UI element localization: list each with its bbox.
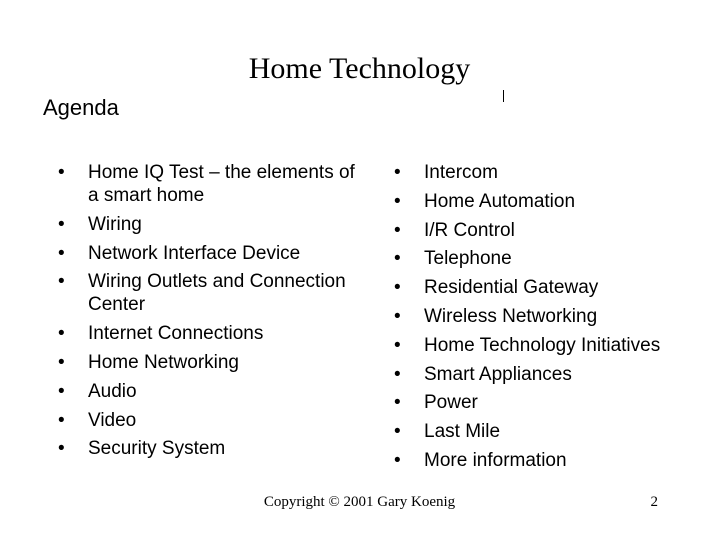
list-item-label: Home Automation bbox=[424, 190, 576, 212]
list-item-label: Wireless Networking bbox=[424, 305, 598, 327]
bullet-icon: • bbox=[394, 449, 401, 471]
bullet-icon: • bbox=[58, 242, 65, 264]
list-item-label: Last Mile bbox=[424, 421, 501, 443]
bullet-icon: • bbox=[58, 162, 65, 183]
list-item-label: Smart Appliances bbox=[424, 363, 572, 385]
list-item-label: Security System bbox=[88, 438, 226, 460]
bullet-icon: • bbox=[58, 409, 65, 431]
list-item-label: Intercom bbox=[424, 162, 498, 183]
bullet-icon: • bbox=[394, 219, 401, 241]
list-item bbox=[58, 161, 358, 207]
list-item bbox=[394, 334, 714, 357]
list-item bbox=[58, 409, 358, 432]
list-item bbox=[394, 161, 714, 184]
list-item bbox=[58, 270, 358, 316]
bullet-icon: • bbox=[58, 380, 65, 402]
list-item bbox=[394, 391, 714, 414]
list-item-label: Home Networking bbox=[88, 351, 239, 373]
list-item bbox=[394, 219, 714, 242]
list-item bbox=[394, 449, 714, 472]
bullet-icon: • bbox=[58, 351, 65, 373]
list-item bbox=[58, 351, 358, 374]
list-item bbox=[394, 247, 714, 270]
list-item-label: Home Technology Initiatives bbox=[424, 334, 661, 356]
list-item bbox=[394, 420, 714, 443]
bullet-icon: • bbox=[394, 277, 401, 299]
bullet-icon: • bbox=[394, 248, 401, 270]
bullet-icon: • bbox=[394, 421, 401, 443]
list-item bbox=[58, 322, 358, 345]
bullet-icon: • bbox=[58, 323, 65, 345]
copyright-footer: Copyright © 2001 Gary Koenig bbox=[263, 494, 456, 510]
list-item-label: Residential Gateway bbox=[424, 277, 599, 299]
list-item-label: I/R Control bbox=[424, 219, 515, 241]
list-item-label: Wiring bbox=[88, 213, 142, 235]
list-item bbox=[394, 305, 714, 328]
text-cursor-mark bbox=[503, 90, 504, 102]
list-item-label: More information bbox=[424, 449, 567, 471]
list-item bbox=[394, 276, 714, 299]
slide-subtitle: Agenda bbox=[43, 95, 119, 120]
bullet-icon: • bbox=[394, 363, 401, 385]
list-item-label: Power bbox=[424, 392, 478, 414]
list-item bbox=[58, 242, 358, 265]
bullet-icon: • bbox=[394, 334, 401, 356]
list-item bbox=[394, 363, 714, 386]
list-item-label: Internet Connections bbox=[88, 323, 264, 345]
list-item bbox=[58, 380, 358, 403]
list-item-label: Home IQ Test – the elements of a smart home bbox=[88, 162, 355, 206]
bullet-icon: • bbox=[58, 213, 65, 235]
list-item bbox=[58, 437, 358, 460]
bullet-icon: • bbox=[394, 190, 401, 212]
slide-title: Home Technology bbox=[248, 52, 471, 85]
page-number: 2 bbox=[650, 494, 658, 510]
bullet-icon: • bbox=[394, 162, 401, 183]
left-bullet-list bbox=[58, 161, 358, 466]
list-item-label: Video bbox=[88, 409, 137, 431]
list-item-label: Network Interface Device bbox=[88, 242, 301, 264]
list-item-label: Audio bbox=[88, 380, 137, 402]
list-item bbox=[394, 190, 714, 213]
bullet-icon: • bbox=[58, 438, 65, 460]
list-item-label: Telephone bbox=[424, 248, 512, 270]
list-item-label: Wiring Outlets and Connection Center bbox=[88, 271, 346, 316]
right-bullet-list bbox=[394, 161, 714, 478]
bullet-icon: • bbox=[58, 271, 65, 293]
list-item bbox=[58, 213, 358, 236]
bullet-icon: • bbox=[394, 392, 401, 414]
bullet-icon: • bbox=[394, 305, 401, 327]
